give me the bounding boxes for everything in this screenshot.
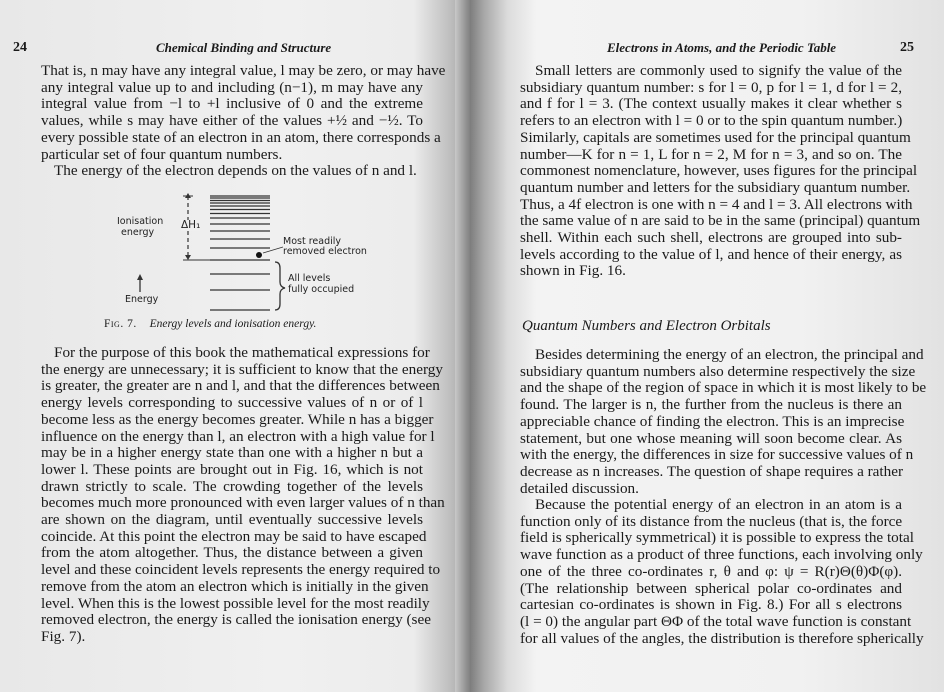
text-line: wave function as a product of three functions, each involving only — [520, 546, 923, 564]
text-line: energy levels corresponding to successive values of n or of l — [41, 394, 423, 412]
text-line: are shown on the diagram, until eventually successive levels — [41, 511, 423, 529]
text-line: may be in a higher energy state than one with a higher n but a — [41, 444, 423, 462]
text-line: decrease as n increases. The question of shape requires a rather — [520, 462, 904, 480]
text-line: lower l. These points are brought out in Fig. 16, which is not — [41, 460, 423, 478]
text-line: refers to an electron with l = 0 or to the spin quantum number.) — [520, 112, 903, 130]
text-line: Thus, a 4f electron is one with n = 4 and l = 3. All electrons with — [520, 195, 913, 213]
figure-energy-levels — [105, 192, 375, 337]
page-number-left: 24 — [13, 40, 27, 55]
text-line: appreciable chance of finding the electron. This is an imprecise — [520, 412, 905, 430]
label-all-levels: All levels — [288, 273, 331, 284]
right-paragraph-1 — [520, 62, 921, 280]
text-line: remove from the atom an electron which is initially in the given — [41, 577, 429, 595]
text-line: the energy are unnecessary; it is sufficient to know that the energy — [41, 360, 443, 378]
label-most-readily: Most readily — [283, 236, 341, 247]
figure-caption — [104, 318, 316, 330]
text-line: integral value from −l to +l inclusive of 0 and the extreme — [41, 95, 423, 113]
text-line: is greater, the greater are n and l, and that the differences between — [41, 377, 440, 395]
text-line: detailed discussion. — [520, 479, 639, 497]
running-head-right: Electrons in Atoms, and the Periodic Table — [607, 40, 837, 55]
label-fully-occupied: fully occupied — [288, 284, 355, 295]
label-removed-electron: removed electron — [283, 246, 367, 257]
text-line: level and these coincident levels represents the energy required to — [41, 561, 441, 579]
text-line: become less as the energy becomes greater. While n has a bigger — [41, 410, 434, 428]
text-line: found. The larger is n, the further from the nucleus is there an — [520, 396, 902, 414]
text-line: (l = 0) the angular part ΘΦ of the total wave function is constant — [520, 612, 912, 630]
caption-title: Energy levels and ionisation energy. — [149, 318, 317, 330]
text-line: every possible state of an electron in an atom, there corresponds a — [41, 128, 441, 146]
text-line: for all values of the angles, the distribution is therefore spherically — [520, 629, 924, 647]
text-line: function only of its distance from the nucleus (that is, the force — [520, 512, 903, 530]
text-line: Similarly, capitals are sometimes used for the principal quantum — [520, 128, 911, 146]
page-number-right: 25 — [900, 40, 914, 55]
text-line: cartesian co-ordinates is shown in Fig. 8.) For all s electrons — [520, 596, 902, 614]
section-heading: Quantum Numbers and Electron Orbitals — [522, 318, 771, 334]
text-line: coincide. At this point the electron may be said to have escaped — [41, 527, 427, 545]
text-line: shell. Within each such shell, electrons are grouped into sub- — [520, 229, 902, 247]
right-page — [470, 0, 944, 692]
text-line: subsidiary quantum numbers also determine respectively the size — [520, 362, 916, 380]
left-page — [0, 0, 470, 692]
label-delta-h: ΔH₁ — [181, 219, 201, 231]
text-line: Besides determining the energy of an electron, the principal and — [535, 346, 924, 363]
text-line: For the purpose of this book the mathematical expressions for — [54, 344, 430, 361]
left-paragraph-1 — [41, 62, 446, 180]
text-line: commonest nomenclature, however, uses figures for the principal — [520, 162, 918, 180]
text-line: influence on the energy than l, an electron with a high value for l — [41, 427, 435, 445]
text-line: (The relationship between spherical polar co-ordinates and — [520, 579, 902, 597]
text-line: statement, but one whose meaning will soon become clear. As — [520, 429, 902, 447]
text-line: values, while s may have either of the values +½ and −½. To — [41, 112, 423, 130]
running-head-left: Chemical Binding and Structure — [156, 40, 332, 55]
text-line: one of the three co-ordinates r, θ and φ: ψ = R(r)Θ(θ)Φ(φ). — [520, 562, 902, 580]
text-line: field is spherically symmetrical) it is possible to express the total — [520, 529, 914, 547]
text-line: Small letters are commonly used to signify the value of the — [535, 62, 902, 79]
left-paragraph-3 — [41, 344, 445, 646]
text-line: level. When this is the lowest possible level for the most readily — [41, 594, 430, 612]
text-line: levels according to the value of l, and hence of their energy, as — [520, 245, 902, 263]
text-line: the same value of n are said to be in the same (principal) quantum — [520, 212, 921, 230]
text-line: particular set of four quantum numbers. — [41, 145, 283, 163]
right-paragraph-2 — [520, 346, 927, 497]
text-line: with the energy, the differences in size for successive values of n — [520, 446, 914, 464]
text-line: removed electron, the energy is called the ionisation energy (see — [41, 611, 431, 629]
caption-number: Fig. 7. — [104, 318, 137, 330]
label-energy-word: energy — [121, 227, 155, 238]
text-line: Fig. 7). — [41, 627, 86, 645]
text-line: Because the potential energy of an electron in an atom is a — [535, 496, 902, 513]
text-line: drawn strictly to scale. The crowding together of the levels — [41, 477, 423, 495]
text-line: any integral value up to and including (n−1), m may have any — [41, 78, 423, 96]
text-line: number—K for n = 1, L for n = 2, M for n = 3, and so on. The — [520, 145, 902, 163]
text-line: That is, n may have any integral value, l may be zero, or may have — [41, 62, 446, 79]
text-line: subsidiary quantum number: s for l = 0, p for l = 1, d for l = 2, — [520, 78, 902, 96]
text-line: and f for l = 3. (The context usually makes it clear whether s — [520, 95, 902, 113]
text-line: from the atom altogether. Thus, the distance between a given — [41, 544, 423, 562]
text-line: and the shape of the region of space in which it is most likely to be — [520, 379, 927, 397]
label-ionisation: Ionisation — [117, 216, 164, 227]
text-line: quantum number and letters for the subsidiary quantum number. — [520, 178, 911, 196]
text-line: becomes much more pronounced with even larger values of n than — [41, 494, 445, 512]
text-line: shown in Fig. 16. — [520, 262, 626, 280]
label-energy-axis: Energy — [125, 294, 159, 305]
text-line: The energy of the electron depends on the values of n and l. — [54, 162, 417, 180]
right-paragraph-3 — [520, 496, 924, 647]
